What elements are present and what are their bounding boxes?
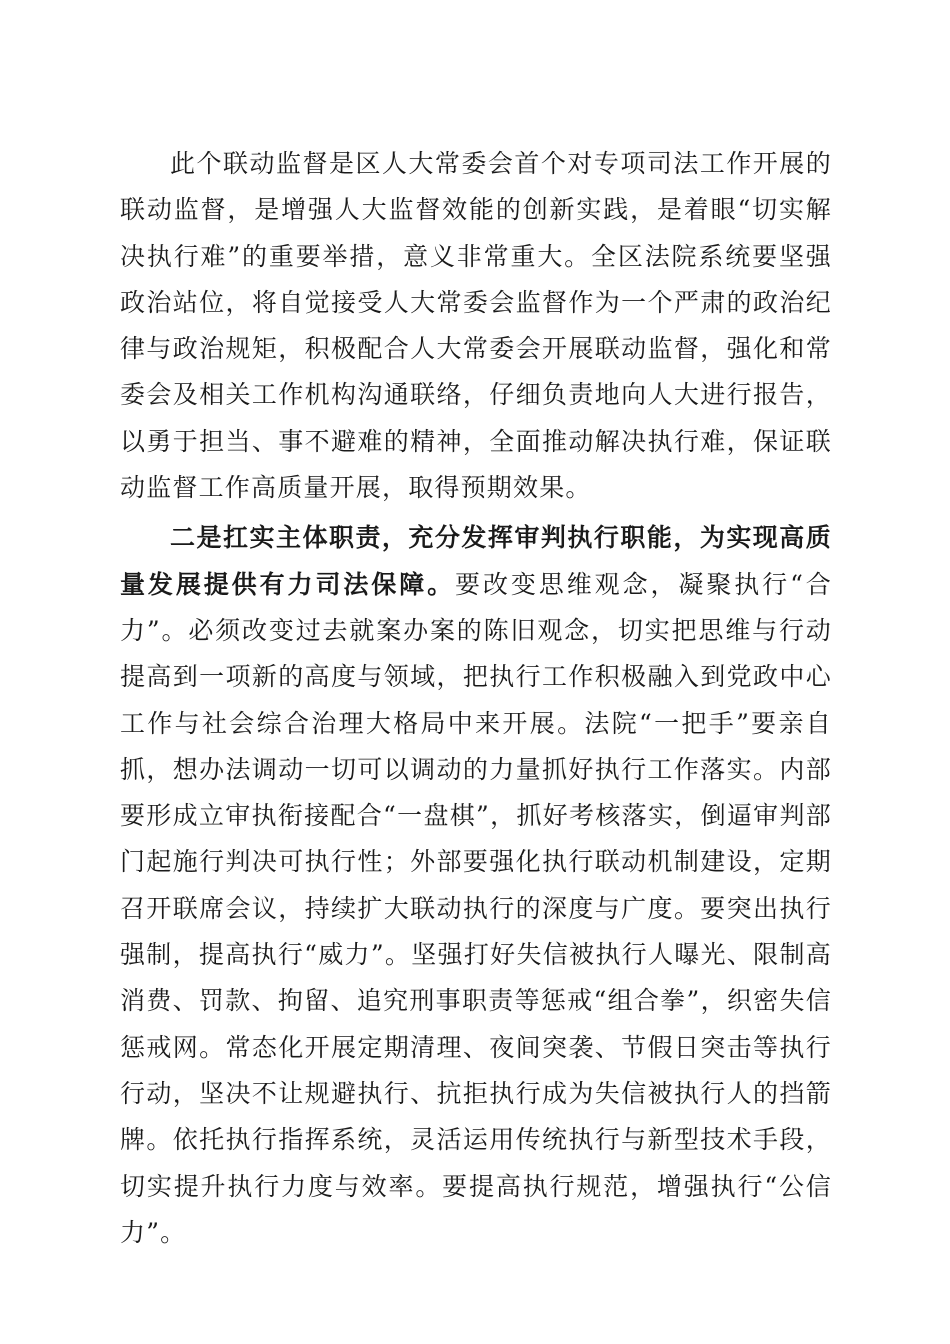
paragraph-2-text: 要改变思维观念，凝聚执行“合力”。必须改变过去就案办案的陈旧观念，切实把思维与行动提高到一项新的高度与领域，把执行工作积极融入到党政中心工作与社会综合治理大格局中来开展。法院“一把手”要亲自抓，想办法调动一切可以调动的力量抓好执行工作落实。内部要形成立审执衔接配合“一盘棋”，抓好考核落实，倒逼审判部门起施行判决可执行性；外部要强化执行联动机制建设，定期召开联席会议，持续扩大联动执行的深度与广度。要突出执行强制，提高执行“威力”。坚强打好失信被执行人曝光、限制高消费、罚款、拘留、追究刑事职责等惩戒“组合拳”，织密失信惩戒网。常态化开展定期清理、夜间突袭、节假日突击等执行行动，坚决不让规避执行、抗拒执行成为失信被执行人的挡箭牌。依托执行指挥系统，灵活运用传统执行与新型技术手段，切实提升执行力度与效率。要提高执行规范，增强执行“公信力”。 [120, 569, 832, 1247]
paragraph-1 [120, 141, 832, 511]
paragraph-2 [120, 515, 832, 1256]
document-body [120, 141, 832, 1256]
paragraph-2-lead: 二是扛实主体职责，充分发挥审判执行职能，为实现高质量发展提供有力司法保障。 [120, 523, 832, 599]
paragraph-1-text: 此个联动监督是区人大常委会首个对专项司法工作开展的联动监督，是增强人大监督效能的创新实践，是着眼“切实解决执行难”的重要举措，意义非常重大。全区法院系统要坚强政治站位，将自觉接受人大常委会监督作为一个严肃的政治纪律与政治规矩，积极配合人大常委会开展联动监督，强化和常委会及相关工作机构沟通联络，仔细负责地向人大进行报告，以勇于担当、事不避难的精神，全面推动解决执行难，保证联动监督工作高质量开展，取得预期效果。 [120, 149, 832, 503]
